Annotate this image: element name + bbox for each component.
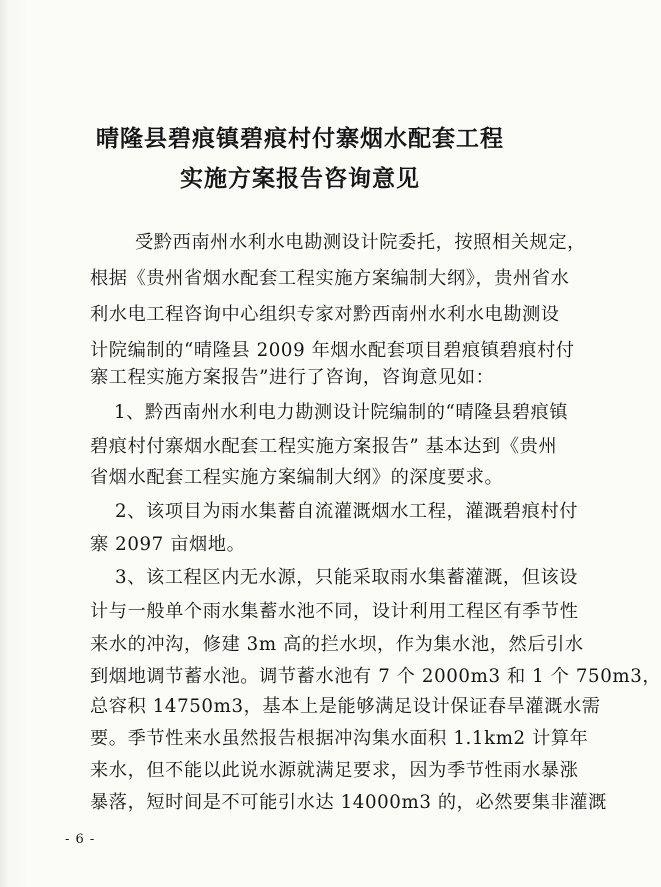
opinion-3-line: 到烟地调节蓄水池。调节蓄水池有 7 个 2000m3 和 1 个 750m3， [90, 666, 661, 687]
opinion-1-line: 1、黔西南州水利电力勘测设计院编制的“晴隆县碧痕镇 [114, 402, 569, 423]
opinion-2-line: 2、该项目为雨水集蓄自流灌溉烟水工程，灌溉碧痕村付 [115, 501, 579, 522]
document-title-line-2: 实施方案报告咨询意见 [180, 165, 420, 192]
opinion-1-line: 碧痕村付寨烟水配套工程实施方案报告” 基本达到《贵州 [90, 436, 558, 457]
body-line: 受黔西南州水利水电勘测设计院委托，按照相关规定， [135, 232, 586, 253]
opinion-3-line: 来水，但不能以此说水源就满足要求，因为季节性雨水暴涨 [90, 760, 579, 781]
body-line: 利水电工程咨询中心组织专家对黔西南州水利水电勘测设 [90, 304, 560, 325]
opinion-2-line: 寨 2097 亩烟地。 [90, 534, 246, 555]
opinion-1-line: 省烟水配套工程实施方案编制大纲》的深度要求。 [90, 467, 504, 488]
opinion-3-line: 3、该工程区内无水源，只能采取雨水集蓄灌溉，但该设 [115, 567, 579, 588]
opinion-3-line: 要。季节性来水虽然报告根据冲沟集水面积 1.1km2 计算年 [90, 728, 589, 749]
opinion-3-line: 暴落，短时间是不可能引水达 14000m3 的，必然要集非灌溉 [90, 792, 607, 813]
body-line: 计院编制的“晴隆县 2009 年烟水配套项目碧痕镇碧痕村付 [90, 340, 575, 361]
opinion-3-line: 总容积 14750m3，基本上是能够满足设计保证春旱灌溉水需 [90, 696, 601, 717]
body-line: 寨工程实施方案报告”进行了咨询，咨询意见如： [90, 367, 495, 388]
opinion-3-line: 计与一般单个雨水集蓄水池不同，设计利用工程区有季节性 [90, 601, 579, 622]
opinion-3-line: 来水的冲沟，修建 3m 高的拦水坝，作为集水池，然后引水 [90, 634, 584, 655]
body-line: 根据《贵州省烟水配套工程实施方案编制大纲》，贵州省水 [90, 268, 570, 289]
page-number: - 6 - [65, 832, 96, 847]
document-title-line-1: 晴隆县碧痕镇碧痕村付寨烟水配套工程 [96, 125, 504, 152]
